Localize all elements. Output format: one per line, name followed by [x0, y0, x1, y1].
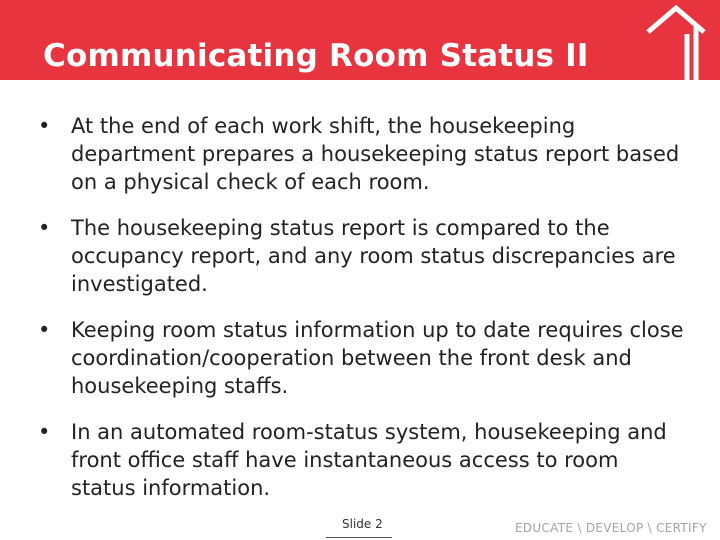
bullet-text: The housekeeping status report is compared to the occupancy report, and any room status discrepancies are investigated. [71, 216, 676, 296]
bullet-text: At the end of each work shift, the housekeeping department prepares a housekeeping status report based on a physical check of each room. [71, 114, 680, 194]
slide-number: Slide 2 [342, 517, 383, 531]
slide-title: Communicating Room Status II [43, 38, 589, 74]
bullet-marker: • [38, 114, 51, 138]
bullet-item [38, 214, 688, 298]
bullet-marker: • [38, 420, 51, 444]
bullet-item [38, 418, 688, 502]
bullet-list [38, 112, 688, 520]
bullet-text: In an automated room-status system, housekeeping and front office staff have instantaneous access to room status information. [71, 420, 667, 500]
bullet-marker: • [38, 318, 51, 342]
footer-tagline: EDUCATE \ DEVELOP \ CERTIFY [515, 521, 707, 535]
building-logo-icon [644, 4, 710, 80]
bullet-text: Keeping room status information up to date requires close coordination/cooperation between the front desk and housekeeping staffs. [71, 318, 684, 398]
slide-number-underline [326, 537, 392, 538]
bullet-marker: • [38, 216, 51, 240]
bullet-item [38, 112, 688, 196]
bullet-item [38, 316, 688, 400]
title-bar [0, 0, 720, 80]
